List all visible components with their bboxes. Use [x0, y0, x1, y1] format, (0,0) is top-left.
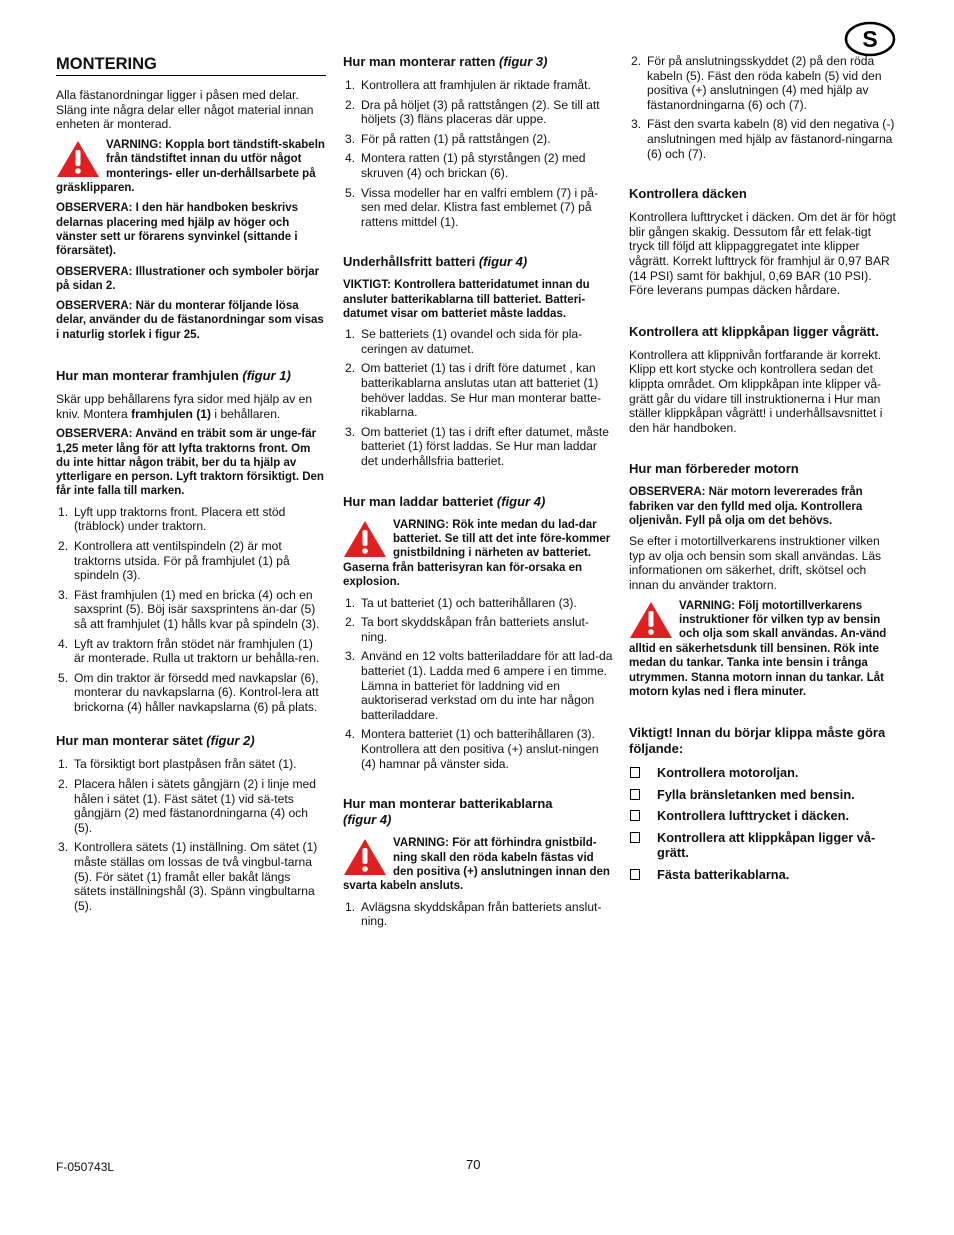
heading-charge-battery: Hur man laddar batteriet (figur 4) — [343, 493, 546, 509]
document-code: F-050743L — [56, 1160, 115, 1174]
heading-battery-cables: Hur man monterar batterikablarna (figur 4) — [343, 796, 553, 828]
list-item — [56, 757, 326, 772]
steps-list — [56, 757, 326, 913]
list-item-text: Lyft upp traktorns front. Placera ett stöd (träblock) under traktorn. — [74, 504, 286, 534]
warning-text: VARNING: Följ motortillverkarens instruktioner för vilken typ av bensin och olja som skall användas. An-vänd alltid en säkerhetsdunk till bensinen. Rök inte medan du tankar. Tanka inte bensin i trånga utrymmen. Stanna motorn innan du tankar. Låt motorn kylas ned i flera minuter. — [629, 599, 887, 698]
steps-list — [343, 327, 613, 468]
language-badge — [844, 20, 896, 58]
list-item-number: 1. — [345, 899, 356, 914]
checklist-item — [629, 765, 899, 781]
section-title-montering: MONTERING — [56, 54, 326, 76]
important-heading: Viktigt! Innan du börjar klippa måste göra följande: — [629, 725, 886, 757]
list-item-text: Kontrollera att framhjulen är riktade framåt. — [361, 78, 591, 92]
list-item — [56, 671, 326, 715]
list-item-number: 3. — [345, 424, 356, 439]
checklist-item — [629, 867, 899, 883]
list-item-number: 3. — [58, 840, 69, 855]
list-item-text: Montera batteriet (1) och batterihållaren (3). Kontrollera att den positiva (+) anslut-ningen (4) hamnar på vänster sida. — [361, 727, 599, 771]
checkbox-icon — [630, 869, 640, 880]
list-item-text: Dra på höljet (3) på rattstången (2). Se till att höljets (3) fläns placeras där uppe. — [361, 97, 600, 127]
list-item-text: Fäst den svarta kabeln (8) vid den negativa (-) anslutningen med hjälp av fästanord-ningarna (6) och (7). — [647, 117, 895, 161]
warning-block — [56, 138, 326, 196]
list-item-number: 4. — [345, 727, 356, 742]
warning-text: VARNING: Koppla bort tändstift-skabeln från tändstiftet innan du utför något monterings- eller un-derhållsarbete på gräsklipparen. — [56, 138, 325, 194]
heading-steering-wheel: Hur man monterar ratten (figur 3) — [343, 54, 548, 69]
paragraph: Se efter i motortillverkarens instruktioner vilken typ av olja och bensin som skall användas. Läs informationen om säkerhet, drift, skötsel och innan du använder traktorn. — [629, 534, 882, 592]
warning-block — [343, 836, 613, 894]
list-item-number: 1. — [58, 757, 69, 772]
note-text: OBSERVERA: När motorn levererades från fabriken var den fylld med olja. Kontrollera oljenivån. Fyll på olja om det behövs. — [629, 486, 863, 527]
list-item — [56, 777, 326, 835]
list-item-number: 2. — [345, 615, 356, 630]
list-item-text: Om batteriet (1) tas i drift efter datumet, måste batteriet (1) först laddas. Se Hur man laddar det underhållsfria batteriet. — [361, 424, 610, 468]
list-item-number: 5. — [58, 670, 69, 685]
list-item — [343, 78, 613, 93]
list-item-number: 1. — [345, 78, 356, 92]
list-item — [343, 186, 613, 230]
paragraph: Kontrollera lufttrycket i däcken. Om det är för högt blir gången skakig. Dessutom får ett felak-tigt tryck till följd att klippaggregatet inte klipper vågrätt. Korrekt lufttryck för framhjul är 0,97 BAR (14 PSI) samt för bakhjul, 0,69 BAR (10 PSI). Före leverans pumpas däcken hårdare. — [629, 210, 896, 298]
list-item — [56, 840, 326, 913]
note-text: OBSERVERA: Illustrationer och symboler börjar på sidan 2. — [56, 265, 320, 292]
column-1 — [56, 54, 326, 918]
list-item — [343, 98, 613, 127]
list-item — [56, 588, 326, 632]
paragraph: Kontrollera att klippnivån fortfarande är korrekt. Klipp ett kort stycke och kontrollera sedan det klippta området. Om klippkåpan inte klipper vå-grätt går du vidare till instruktionerna i Hur man ställer klippkåpan vågrätt! i underhållsavsnittet i den här handboken. — [629, 347, 883, 435]
heading-seat: Hur man monterar sätet (figur 2) — [56, 733, 255, 749]
warning-icon — [56, 140, 100, 178]
list-item-text: Placera hålen i sätets gångjärn (2) i linje med hålen i sätet (1). Fäst sätet (1) vid sä-tets gångjärn (2) med fästanordningarna (4) och (5). — [74, 777, 317, 835]
checklist-item — [629, 808, 899, 824]
checkbox-icon — [630, 832, 640, 843]
list-item — [343, 900, 613, 929]
list-item — [343, 425, 613, 469]
list-item-number: 4. — [58, 636, 69, 651]
heading-engine: Hur man förbereder motorn — [629, 461, 799, 477]
list-item-text: Vissa modeller har en valfri emblem (7) i på-sen med delar. Klistra fast emblemet (7) på rattens mittdel (1). — [361, 185, 599, 229]
warning-icon — [343, 838, 387, 876]
list-item — [343, 649, 613, 722]
list-item-text: Ta ut batteriet (1) och batterihållaren (3). — [361, 595, 577, 610]
list-item-number: 3. — [345, 131, 356, 146]
list-item-text: Se batteriets (1) ovandel och sida för pla-ceringen av datumet. — [361, 327, 583, 356]
warning-block — [343, 518, 613, 590]
list-item-text: Kontrollera sätets (1) inställning. Om sätet (1) måste ställas om lossas de två vingbul-tarna (5). För sätet (1) framåt eller bakåt längs sätets inställningshål (3). Spänn vingbultarna (5). — [74, 840, 318, 913]
checklist — [629, 765, 899, 882]
heading-battery: Underhållsfritt batteri (figur 4) — [343, 254, 528, 270]
list-item-number: 3. — [58, 587, 69, 602]
heading-deck: Kontrollera att klippkåpan ligger vågrätt. — [629, 323, 879, 339]
list-item — [343, 151, 613, 180]
list-item-text: Montera ratten (1) på styrstången (2) med skruven (4) och brickan (6). — [361, 151, 586, 180]
list-item-text: Om batteriet (1) tas i drift före datumet , kan batterikablarna anslutas utan att batteriet (1) behöver laddas. Se Hur man monterar batte-rikablarna. — [361, 361, 601, 420]
column-3 — [629, 54, 899, 888]
list-item — [629, 54, 899, 112]
paragraph: Skär upp behållarens fyra sidor med hjälp av en kniv. Montera framhjulen (1) i behållaren. — [56, 392, 313, 421]
list-item-text: För på anslutningsskyddet (2) på den röda kabeln (5). Fäst den röda kabeln (5) vid den positiva (+) anslutningen (4) med hjälp av fästanordningarna (6) och (7). — [647, 54, 882, 112]
warning-icon — [343, 520, 387, 558]
list-item — [343, 727, 613, 771]
checklist-item-text: Kontrollera lufttrycket i däcken. — [657, 808, 850, 824]
list-item-number: 2. — [58, 777, 69, 792]
note-text: OBSERVERA: När du monterar följande lösa delar, använder du de fästanordningar som visas i naturlig storlek i figur 25. — [56, 300, 324, 341]
list-item-text: Fäst framhjulen (1) med en bricka (4) och en saxsprint (5). Böj isär saxsprintens än-dar (5) så att framhjulet (1) hålls kvar på spindeln (3). — [74, 587, 320, 631]
list-item-text: Använd en 12 volts batteriladdare för att lad-da batteriet (1). Ladda med 6 ampere i en timme. Lämna in batteriet för laddning vid en auktoriserad verkstad om du inte har någon batteriladdare. — [361, 649, 613, 722]
list-item-text: För på ratten (1) på rattstången (2). — [361, 131, 551, 146]
list-item-number: 5. — [345, 185, 356, 200]
steps-list — [343, 78, 613, 229]
list-item — [343, 596, 613, 611]
list-item-text: Ta bort skyddskåpan från batteriets anslut-ning. — [361, 615, 589, 644]
checklist-item-text: Fylla bränsletanken med bensin. — [657, 786, 855, 802]
note-text: OBSERVERA: Använd en träbit som är unge-fär 1,25 meter lång för att lyfta traktorns front. Om du inte hittar någon träbit, ber du ta hjälp av ytterligare en person. Lyft traktorn försiktigt. Den får inte falla till marken. — [56, 428, 324, 498]
list-item — [56, 637, 326, 666]
list-item-number: 1. — [345, 327, 356, 342]
list-item — [629, 117, 899, 161]
list-item-number: 2. — [345, 97, 356, 112]
column-2 — [343, 54, 613, 934]
list-item-number: 1. — [345, 595, 356, 610]
important-text: VIKTIGT: Kontrollera batteridatumet innan du ansluter batterikablarna till batteriet. Batteri-datumet visar om batteriet måste laddas. — [343, 279, 590, 320]
checklist-item — [629, 787, 899, 803]
list-item — [343, 361, 613, 419]
checkbox-icon — [630, 767, 640, 778]
list-item-number: 1. — [58, 504, 69, 519]
page-number: 70 — [466, 1157, 481, 1172]
svg-text:S: S — [862, 26, 878, 52]
steps-list — [629, 54, 899, 161]
list-item-number: 2. — [631, 54, 642, 68]
steps-list — [56, 505, 326, 715]
checklist-item-text: Kontrollera att klippkåpan ligger vå-grätt. — [657, 829, 876, 861]
checkbox-icon — [630, 810, 640, 821]
steps-list — [343, 900, 613, 929]
list-item-number: 3. — [631, 117, 642, 132]
warning-text: VARNING: Rök inte medan du lad-dar batteriet. Se till att det inte före-kommer gnistbildning i närheten av batteriet. Gaserna från batterisyran kan för-orsaka en explosion. — [343, 518, 611, 589]
checklist-item — [629, 830, 899, 861]
checklist-item-text: Fästa batterikablarna. — [657, 866, 790, 882]
heading-tires: Kontrollera däcken — [629, 186, 747, 202]
note-text: OBSERVERA: I den här handboken beskrivs delarnas placering med hjälp av höger och vänster sett ur förarens synvinkel (sittande i förarsätet). — [56, 202, 298, 258]
list-item — [343, 132, 613, 147]
intro-text: Alla fästanordningar ligger i påsen med delar. Släng inte några delar eller något material innan enheten är monterad. — [56, 88, 314, 132]
list-item-text: Kontrollera att ventilspindeln (2) är mot traktorns utsida. För på framhjulet (1) på spindeln (3). — [74, 538, 290, 583]
list-item-text: Om din traktor är försedd med navkapslar (6), monterar du navkapslarna (6). Kontrol-lera att brickorna (4) håller navkapslarna (6) på plats. — [74, 670, 319, 714]
warning-icon — [629, 601, 673, 639]
list-item-number: 4. — [345, 151, 356, 166]
list-item-number: 2. — [345, 361, 356, 376]
list-item — [343, 327, 613, 356]
list-item-text: Lyft av traktorn från stödet när framhjulen (1) är monterade. Rulla ut traktorn ur behålla-ren. — [74, 636, 320, 666]
list-item — [56, 539, 326, 583]
list-item-number: 3. — [345, 649, 356, 664]
checklist-item-text: Kontrollera motoroljan. — [657, 765, 799, 781]
list-item-text: Avlägsna skyddskåpan från batteriets anslut-ning. — [361, 899, 602, 929]
heading-front-wheels: Hur man monterar framhjulen (figur 1) — [56, 368, 291, 384]
warning-text: VARNING: För att förhindra gnistbild-ning skall den röda kabeln fästas vid den positiva (+) anslutningen innan den svarta kabeln ansluts. — [343, 837, 610, 893]
list-item-text: Ta försiktigt bort plastpåsen från sätet (1). — [74, 757, 297, 772]
list-item — [343, 615, 613, 644]
list-item-number: 2. — [58, 538, 69, 553]
checkbox-icon — [630, 789, 640, 800]
list-item — [56, 505, 326, 534]
warning-block — [629, 599, 899, 700]
steps-list — [343, 596, 613, 772]
